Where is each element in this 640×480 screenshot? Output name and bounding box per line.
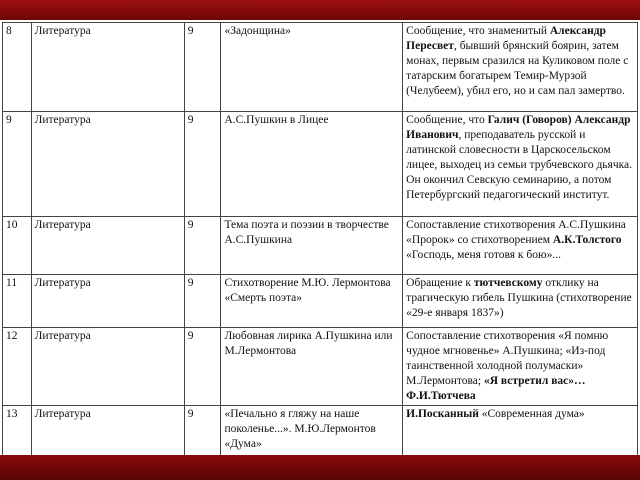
topic-cell: Стихотворение М.Ю. Лермонтова «Смерть поэта» bbox=[221, 275, 403, 328]
description-cell bbox=[403, 328, 638, 406]
row-number: 8 bbox=[3, 23, 32, 112]
table-row bbox=[3, 275, 638, 328]
text: «Господь, меня готовя к бою»... bbox=[406, 249, 561, 261]
table-row bbox=[3, 112, 638, 217]
description-cell bbox=[403, 406, 638, 456]
text: отклику на трагическую гибель Пушкина (стихотворение «29-е января 1837») bbox=[406, 277, 632, 319]
text: Сообщение, что знаменитый bbox=[406, 25, 550, 37]
text: , бывший брянский боярин, затем монах, первым сразился на Куликовом поле с татарским богатырем Темир-Мурзой (Челубеем), убил его, но и сам пал замертво. bbox=[406, 40, 629, 97]
top-decorative-band bbox=[0, 0, 640, 20]
text: Обращение к bbox=[406, 277, 474, 289]
topic-cell: Тема поэта и поэзии в творчестве А.С.Пушкина bbox=[221, 217, 403, 275]
grade-cell: 9 bbox=[184, 275, 221, 328]
row-number: 13 bbox=[3, 406, 32, 456]
grade-cell: 9 bbox=[184, 23, 221, 112]
subject-cell: Литература bbox=[31, 328, 184, 406]
table-row bbox=[3, 406, 638, 456]
description-cell bbox=[403, 275, 638, 328]
text: Сопоставление стихотворения А.С.Пушкина «Пророк» со стихотворением bbox=[406, 219, 626, 246]
subject-cell: Литература bbox=[31, 23, 184, 112]
subject-cell: Литература bbox=[31, 406, 184, 456]
grade-cell: 9 bbox=[184, 112, 221, 217]
row-number: 12 bbox=[3, 328, 32, 406]
topic-cell: Любовная лирика А.Пушкина или М.Лермонтова bbox=[221, 328, 403, 406]
subject-cell: Литература bbox=[31, 112, 184, 217]
row-number: 11 bbox=[3, 275, 32, 328]
row-number: 9 bbox=[3, 112, 32, 217]
bold-text: «Я встретил вас»… Ф.И.Тютчева bbox=[406, 375, 586, 402]
description-cell bbox=[403, 112, 638, 217]
description-cell bbox=[403, 217, 638, 275]
topic-cell: «Задонщина» bbox=[221, 23, 403, 112]
text: Сообщение, что bbox=[406, 114, 488, 126]
lessons-table bbox=[2, 22, 638, 455]
description-cell bbox=[403, 23, 638, 112]
topic-cell: «Печально я гляжу на наше поколенье...». М.Ю.Лермонтов «Дума» bbox=[221, 406, 403, 456]
grade-cell: 9 bbox=[184, 328, 221, 406]
text: Сопоставление стихотворения «Я помню чудное мгновенье» А.Пушкина; «Из-под таинственной холодной полумаски» М.Лермонтова; bbox=[406, 330, 609, 387]
grade-cell: 9 bbox=[184, 406, 221, 456]
grade-cell: 9 bbox=[184, 217, 221, 275]
lessons-table-body bbox=[3, 23, 638, 456]
table-row bbox=[3, 217, 638, 275]
bold-text: Галич (Говоров) Александр Иванович bbox=[406, 114, 631, 141]
bold-text: Александр Пересвет bbox=[406, 25, 606, 52]
table-row bbox=[3, 328, 638, 406]
bold-text: И.Посканный bbox=[406, 408, 479, 420]
table-row bbox=[3, 23, 638, 112]
bold-text: А.К.Толстого bbox=[552, 234, 622, 246]
row-number: 10 bbox=[3, 217, 32, 275]
bold-text: тютчевскому bbox=[473, 277, 543, 289]
table-sheet bbox=[0, 20, 640, 455]
bottom-decorative-band bbox=[0, 455, 640, 480]
subject-cell: Литература bbox=[31, 217, 184, 275]
text: «Современная дума» bbox=[478, 408, 585, 420]
topic-cell: А.С.Пушкин в Лицее bbox=[221, 112, 403, 217]
text: , преподаватель русской и латинской словесности в Царскосельском лицее, выходец из семьи трубчевского дьячка. Он окончил Севскую семинарию, а потом Петербургский педагогический институт. bbox=[406, 129, 633, 201]
subject-cell: Литература bbox=[31, 275, 184, 328]
